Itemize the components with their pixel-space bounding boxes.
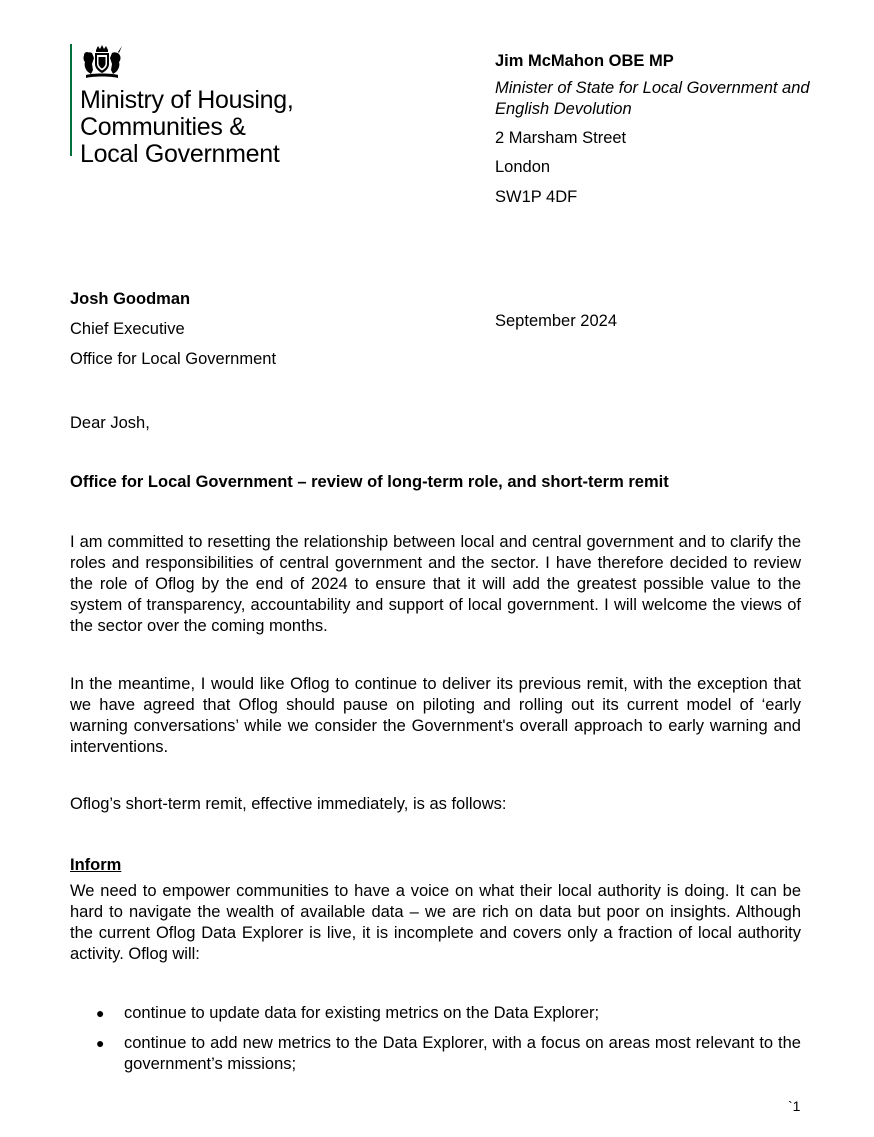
body-paragraph: Oflog’s short-term remit, effective immediately, is as follows: xyxy=(70,795,507,813)
recipient-organisation: Office for Local Government xyxy=(70,350,277,368)
department-name-line: Communities & xyxy=(80,113,246,141)
sender-address-line: London xyxy=(495,158,551,176)
royal-coat-of-arms-icon xyxy=(80,44,124,80)
inform-bullet-list xyxy=(96,1003,801,1084)
list-item xyxy=(96,1033,801,1075)
page-number: `1 xyxy=(788,1098,801,1114)
list-item-text: continue to add new metrics to the Data Explorer, with a focus on areas most relevant to the government’s missions; xyxy=(124,1034,801,1073)
bullet-icon: ● xyxy=(96,1005,105,1021)
sender-name: Jim McMahon OBE MP xyxy=(495,52,674,70)
letter-subject: Office for Local Government – review of long-term role, and short-term remit xyxy=(70,473,669,491)
recipient-title: Chief Executive xyxy=(70,320,185,338)
sender-role-line: Minister of State for Local Government and xyxy=(495,78,810,97)
salutation: Dear Josh, xyxy=(70,414,150,432)
list-item-text: continue to update data for existing metrics on the Data Explorer; xyxy=(124,1004,600,1022)
bullet-icon: ● xyxy=(96,1035,105,1051)
sender-block xyxy=(495,47,810,212)
body-paragraph: In the meantime, I would like Oflog to continue to deliver its previous remit, with the exception that we have agreed that Oflog should pause on piloting and rolling out its current model of ‘early warning conversations’ while we consider the Government's overall approach to early warning and interventions. xyxy=(70,675,801,756)
section-heading-inform: Inform xyxy=(70,856,122,874)
list-item xyxy=(96,1003,801,1024)
logo-rule xyxy=(70,44,72,156)
body-paragraph: I am committed to resetting the relationship between local and central government and to clarify the roles and responsibilities of central government and the sector. I have therefore decided to review the role of Oflog by the end of 2024 to ensure that it will add the greatest possible value to the system of transparency, accountability and support of local government. I will welcome the views of the sector over the coming months. xyxy=(70,533,801,635)
inform-intro: We need to empower communities to have a voice on what their local authority is doing. It can be hard to navigate the wealth of available data – we are rich on data but poor on insights. Although the current Oflog Data Explorer is live, it is incomplete and covers only a fraction of local authority activity. Oflog will: xyxy=(70,882,801,963)
department-name xyxy=(80,87,294,168)
sender-role-line: English Devolution xyxy=(495,99,632,118)
letter-date: September 2024 xyxy=(495,312,618,330)
department-name-line: Ministry of Housing, xyxy=(80,86,294,114)
sender-address-line: 2 Marsham Street xyxy=(495,128,627,147)
recipient-name: Josh Goodman xyxy=(70,290,191,308)
recipient-block xyxy=(70,284,276,374)
sender-address-line: SW1P 4DF xyxy=(495,187,578,206)
department-name-line: Local Government xyxy=(80,140,280,168)
sender-role xyxy=(495,78,810,120)
